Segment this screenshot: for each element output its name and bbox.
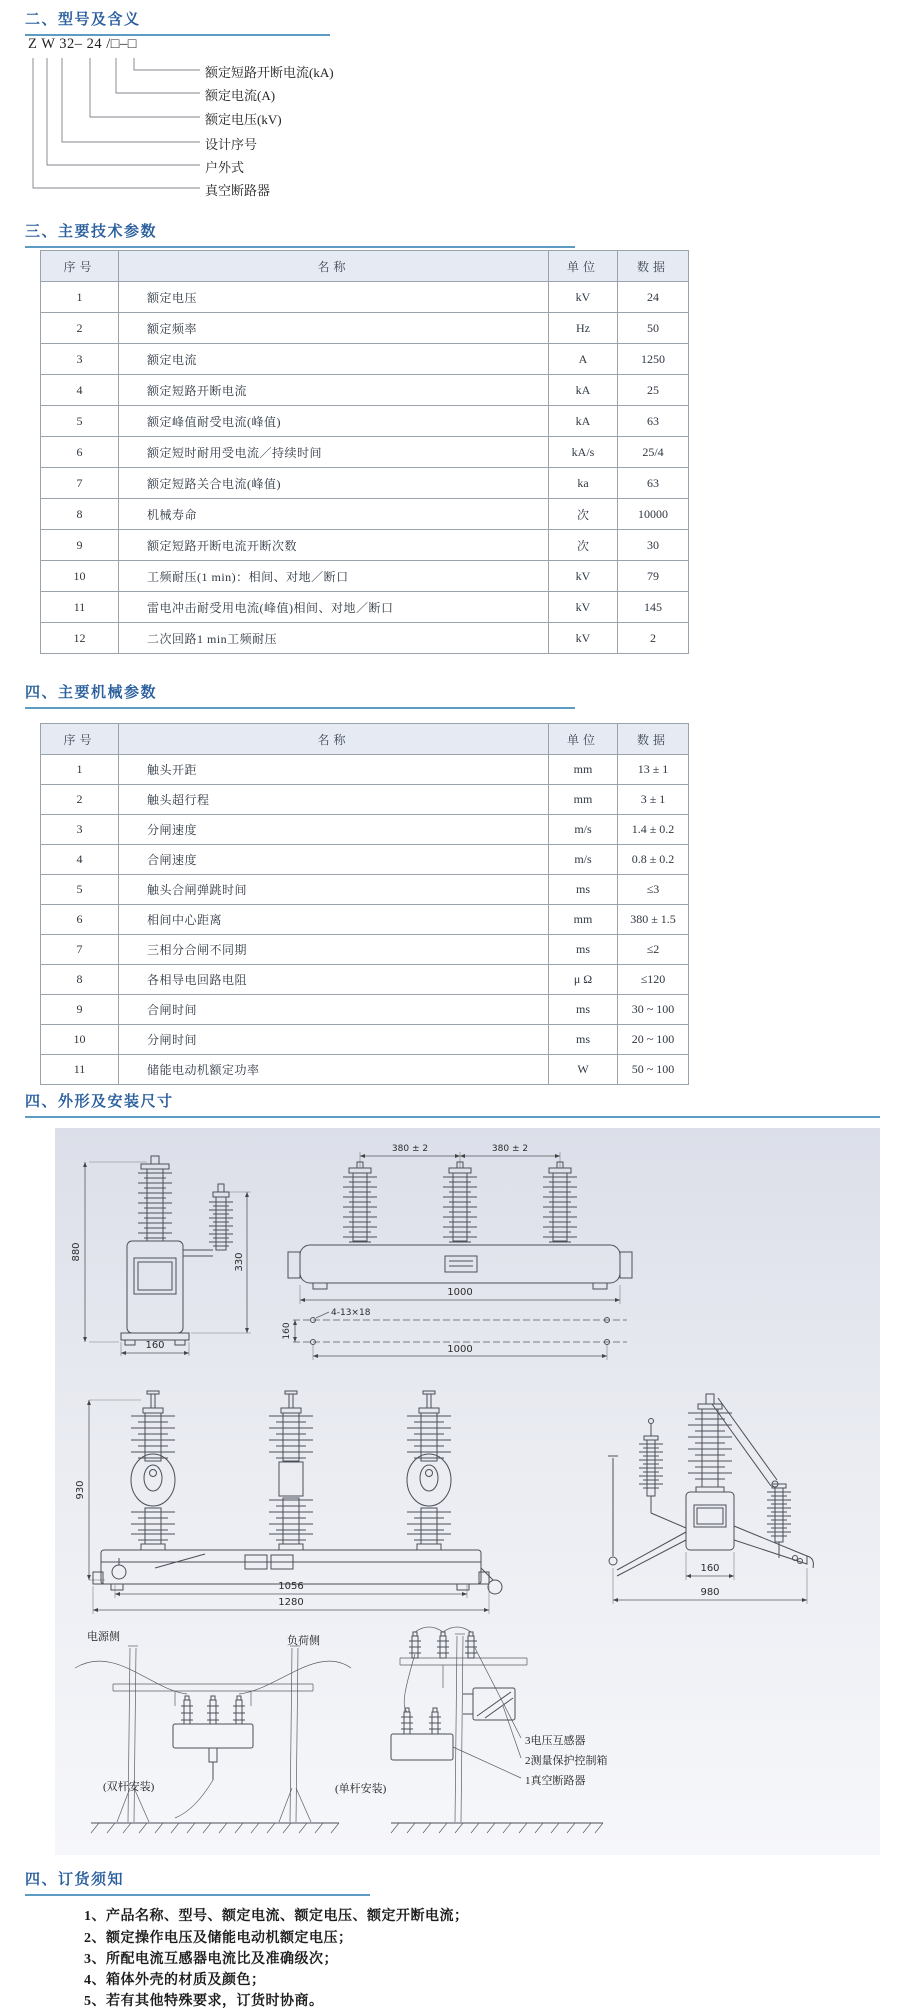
table-cell: kV (549, 282, 618, 313)
table-row (41, 499, 689, 530)
table-row (41, 406, 689, 437)
table-row (41, 845, 689, 875)
table-cell: 0.8 ± 0.2 (618, 845, 689, 875)
table-cell: 额定峰值耐受电流(峰值) (119, 406, 549, 437)
table-cell: Hz (549, 313, 618, 344)
table-cell: ms (549, 935, 618, 965)
column-header: 名称 (119, 251, 549, 282)
table-cell: 额定频率 (119, 313, 549, 344)
table-cell: 50 ~ 100 (618, 1055, 689, 1085)
table-cell: 1.4 ± 0.2 (618, 815, 689, 845)
table-cell: 7 (41, 468, 119, 499)
table-row (41, 995, 689, 1025)
drawing-pole-side-view (71, 1156, 251, 1356)
table-cell: 24 (618, 282, 689, 313)
table-row (41, 755, 689, 785)
drawing-front-mounting-view (282, 1144, 632, 1360)
ordering-item: 5、若有其他特殊要求，订货时协商。 (84, 1994, 324, 2009)
table-cell: ms (549, 1025, 618, 1055)
designation-lines (33, 58, 200, 188)
table-cell: 额定短时耐用受电流／持续时间 (119, 437, 549, 468)
table-cell: W (549, 1055, 618, 1085)
table-cell: 11 (41, 1055, 119, 1085)
label-single-pole: (单杆安装) (335, 1783, 387, 1795)
table-cell: kV (549, 561, 618, 592)
table-cell: 30 ~ 100 (618, 995, 689, 1025)
ordering-item: 3、所配电流互感器电流比及准确级次； (84, 1952, 338, 1967)
dim-pole-height: 880 (71, 1242, 82, 1262)
table-cell: 8 (41, 499, 119, 530)
table-cell: 合闸时间 (119, 995, 549, 1025)
table-cell: 1 (41, 282, 119, 313)
section-heading-model: 二、型号及含义 (25, 8, 330, 36)
table-cell: 3 ± 1 (618, 785, 689, 815)
table-cell: 合闸速度 (119, 845, 549, 875)
column-header: 序号 (41, 724, 119, 755)
table-cell: 3 (41, 344, 119, 375)
table-cell: 三相分合闸不同期 (119, 935, 549, 965)
ordering-item: 2、额定操作电压及储能电动机额定电压； (84, 1931, 353, 1946)
model-code: Z W 32– 24 /□–□ (28, 36, 138, 52)
table-cell: 2 (41, 313, 119, 344)
legend-item-control-box: 2测量保护控制箱 (525, 1755, 608, 1767)
table-cell: kV (549, 592, 618, 623)
dim-hole-spec: 4-13×18 (331, 1308, 371, 1318)
label-double-pole: (双杆安装) (103, 1781, 155, 1793)
table-cell: 3 (41, 815, 119, 845)
table-cell: 13 ± 1 (618, 755, 689, 785)
table-header-row (41, 251, 689, 282)
table-cell: ms (549, 875, 618, 905)
dim-mount-gap: 160 (282, 1322, 292, 1340)
model-label-outdoor: 户外式 (205, 160, 245, 175)
dim-phase-gap-left: 380 ± 2 (391, 1144, 429, 1154)
dim-front-inner: 1056 (278, 1581, 304, 1592)
table-cell: 6 (41, 437, 119, 468)
table-row (41, 561, 689, 592)
dim-side-base: 160 (700, 1563, 720, 1574)
table-cell: 雷电冲击耐受用电流(峰值)相间、对地／断口 (119, 592, 549, 623)
table-row (41, 375, 689, 406)
dim-phase-gap-right: 380 ± 2 (491, 1144, 529, 1154)
table-cell: kV (549, 623, 618, 654)
dim-front-height: 930 (75, 1480, 86, 1500)
table-cell: A (549, 344, 618, 375)
dim-pole-base: 160 (145, 1340, 165, 1351)
column-header: 名称 (119, 724, 549, 755)
table-cell: 63 (618, 406, 689, 437)
table-cell: 25 (618, 375, 689, 406)
table-cell: m/s (549, 815, 618, 845)
table-cell: 1250 (618, 344, 689, 375)
ordering-item: 4、箱体外壳的材质及颜色； (84, 1973, 266, 1988)
drawing-side-elevation (608, 1394, 813, 1604)
table-row (41, 592, 689, 623)
table-row (41, 623, 689, 654)
table-cell: 11 (41, 592, 119, 623)
table-cell: 1 (41, 755, 119, 785)
dim-mount-length-top: 1000 (447, 1287, 473, 1298)
table-row (41, 965, 689, 995)
table-cell: ms (549, 995, 618, 1025)
dim-pole-mid: 330 (234, 1252, 245, 1272)
model-label-breaking-current: 额定短路开断电流(kA) (205, 65, 334, 80)
table-cell: 额定电压 (119, 282, 549, 313)
table-row (41, 1055, 689, 1085)
table-row (41, 905, 689, 935)
ordering-item: 1、产品名称、型号、额定电流、额定电压、额定开断电流； (84, 1909, 469, 1924)
table-row (41, 875, 689, 905)
table-cell: 相间中心距离 (119, 905, 549, 935)
table-cell: 7 (41, 935, 119, 965)
table-cell: 2 (618, 623, 689, 654)
sketch-single-pole-install (335, 1627, 608, 1833)
table-cell: 63 (618, 468, 689, 499)
model-label-design-serial: 设计序号 (205, 137, 258, 152)
table-cell: μ Ω (549, 965, 618, 995)
table-header-row (41, 724, 689, 755)
model-label-vcb: 真空断路器 (205, 183, 271, 198)
table-cell: 各相导电回路电阻 (119, 965, 549, 995)
table-cell: 5 (41, 875, 119, 905)
table-cell: 5 (41, 406, 119, 437)
table-cell: 次 (549, 499, 618, 530)
table-cell: 储能电动机额定功率 (119, 1055, 549, 1085)
table-cell: 12 (41, 623, 119, 654)
section-heading-ordering: 四、订货须知 (25, 1868, 370, 1896)
table-cell: 10 (41, 561, 119, 592)
label-source-side: 电源侧 (87, 1631, 120, 1643)
table-cell: 二次回路1 min工频耐压 (119, 623, 549, 654)
table-cell: 触头开距 (119, 755, 549, 785)
section-heading-mech: 四、主要机械参数 (25, 681, 575, 709)
table-row (41, 785, 689, 815)
table-cell: 20 ~ 100 (618, 1025, 689, 1055)
mech-params-table (40, 723, 689, 1085)
table-cell: 9 (41, 530, 119, 561)
table-row (41, 313, 689, 344)
table-cell: 2 (41, 785, 119, 815)
table-cell: mm (549, 785, 618, 815)
column-header: 数据 (618, 724, 689, 755)
section-heading-outline: 四、外形及安装尺寸 (25, 1090, 880, 1118)
legend-item-vcb: 1真空断路器 (525, 1775, 586, 1787)
table-cell: 9 (41, 995, 119, 1025)
table-cell: kA (549, 406, 618, 437)
table-cell: ≤2 (618, 935, 689, 965)
table-cell: mm (549, 905, 618, 935)
model-label-rated-current: 额定电流(A) (205, 88, 276, 103)
table-row (41, 344, 689, 375)
table-cell: 额定短路开断电流 (119, 375, 549, 406)
table-cell: kA (549, 375, 618, 406)
table-cell: 4 (41, 375, 119, 406)
tech-params-table (40, 250, 689, 654)
table-cell: 79 (618, 561, 689, 592)
table-cell: kA/s (549, 437, 618, 468)
drawing-front-elevation (75, 1391, 502, 1614)
dim-side-span: 980 (700, 1587, 720, 1598)
column-header: 单位 (549, 724, 618, 755)
table-cell: 50 (618, 313, 689, 344)
table-cell: 10000 (618, 499, 689, 530)
table-cell: 工频耐压(1 min)：相间、对地／断口 (119, 561, 549, 592)
table-row (41, 935, 689, 965)
dim-front-outer: 1280 (278, 1597, 304, 1608)
column-header: 序号 (41, 251, 119, 282)
outline-drawings (55, 1128, 880, 1855)
table-cell: m/s (549, 845, 618, 875)
table-cell: 额定短路关合电流(峰值) (119, 468, 549, 499)
table-cell: 380 ± 1.5 (618, 905, 689, 935)
table-cell: 触头超行程 (119, 785, 549, 815)
table-row (41, 530, 689, 561)
table-cell: ≤120 (618, 965, 689, 995)
table-row (41, 282, 689, 313)
column-header: 单位 (549, 251, 618, 282)
table-cell: 4 (41, 845, 119, 875)
table-cell: 分闸时间 (119, 1025, 549, 1055)
section-heading-tech: 三、主要技术参数 (25, 220, 575, 248)
table-cell: mm (549, 755, 618, 785)
table-row (41, 437, 689, 468)
table-row (41, 1025, 689, 1055)
table-cell: 机械寿命 (119, 499, 549, 530)
drawings-panel (55, 1128, 880, 1855)
sketch-double-pole-install (75, 1629, 351, 1833)
table-row (41, 815, 689, 845)
table-cell: 6 (41, 905, 119, 935)
model-label-rated-voltage: 额定电压(kV) (205, 112, 282, 127)
table-cell: 触头合闸弹跳时间 (119, 875, 549, 905)
table-cell: 25/4 (618, 437, 689, 468)
table-cell: 10 (41, 1025, 119, 1055)
table-cell: ka (549, 468, 618, 499)
table-cell: 145 (618, 592, 689, 623)
table-cell: 30 (618, 530, 689, 561)
dim-mount-length-bottom: 1000 (447, 1344, 473, 1355)
table-row (41, 468, 689, 499)
table-cell: 次 (549, 530, 618, 561)
label-load-side: 负荷侧 (287, 1635, 320, 1647)
column-header: 数据 (618, 251, 689, 282)
table-cell: 额定电流 (119, 344, 549, 375)
table-cell: 额定短路开断电流开断次数 (119, 530, 549, 561)
table-cell: ≤3 (618, 875, 689, 905)
table-cell: 8 (41, 965, 119, 995)
table-cell: 分闸速度 (119, 815, 549, 845)
legend-item-pt: 3电压互感器 (525, 1735, 586, 1747)
